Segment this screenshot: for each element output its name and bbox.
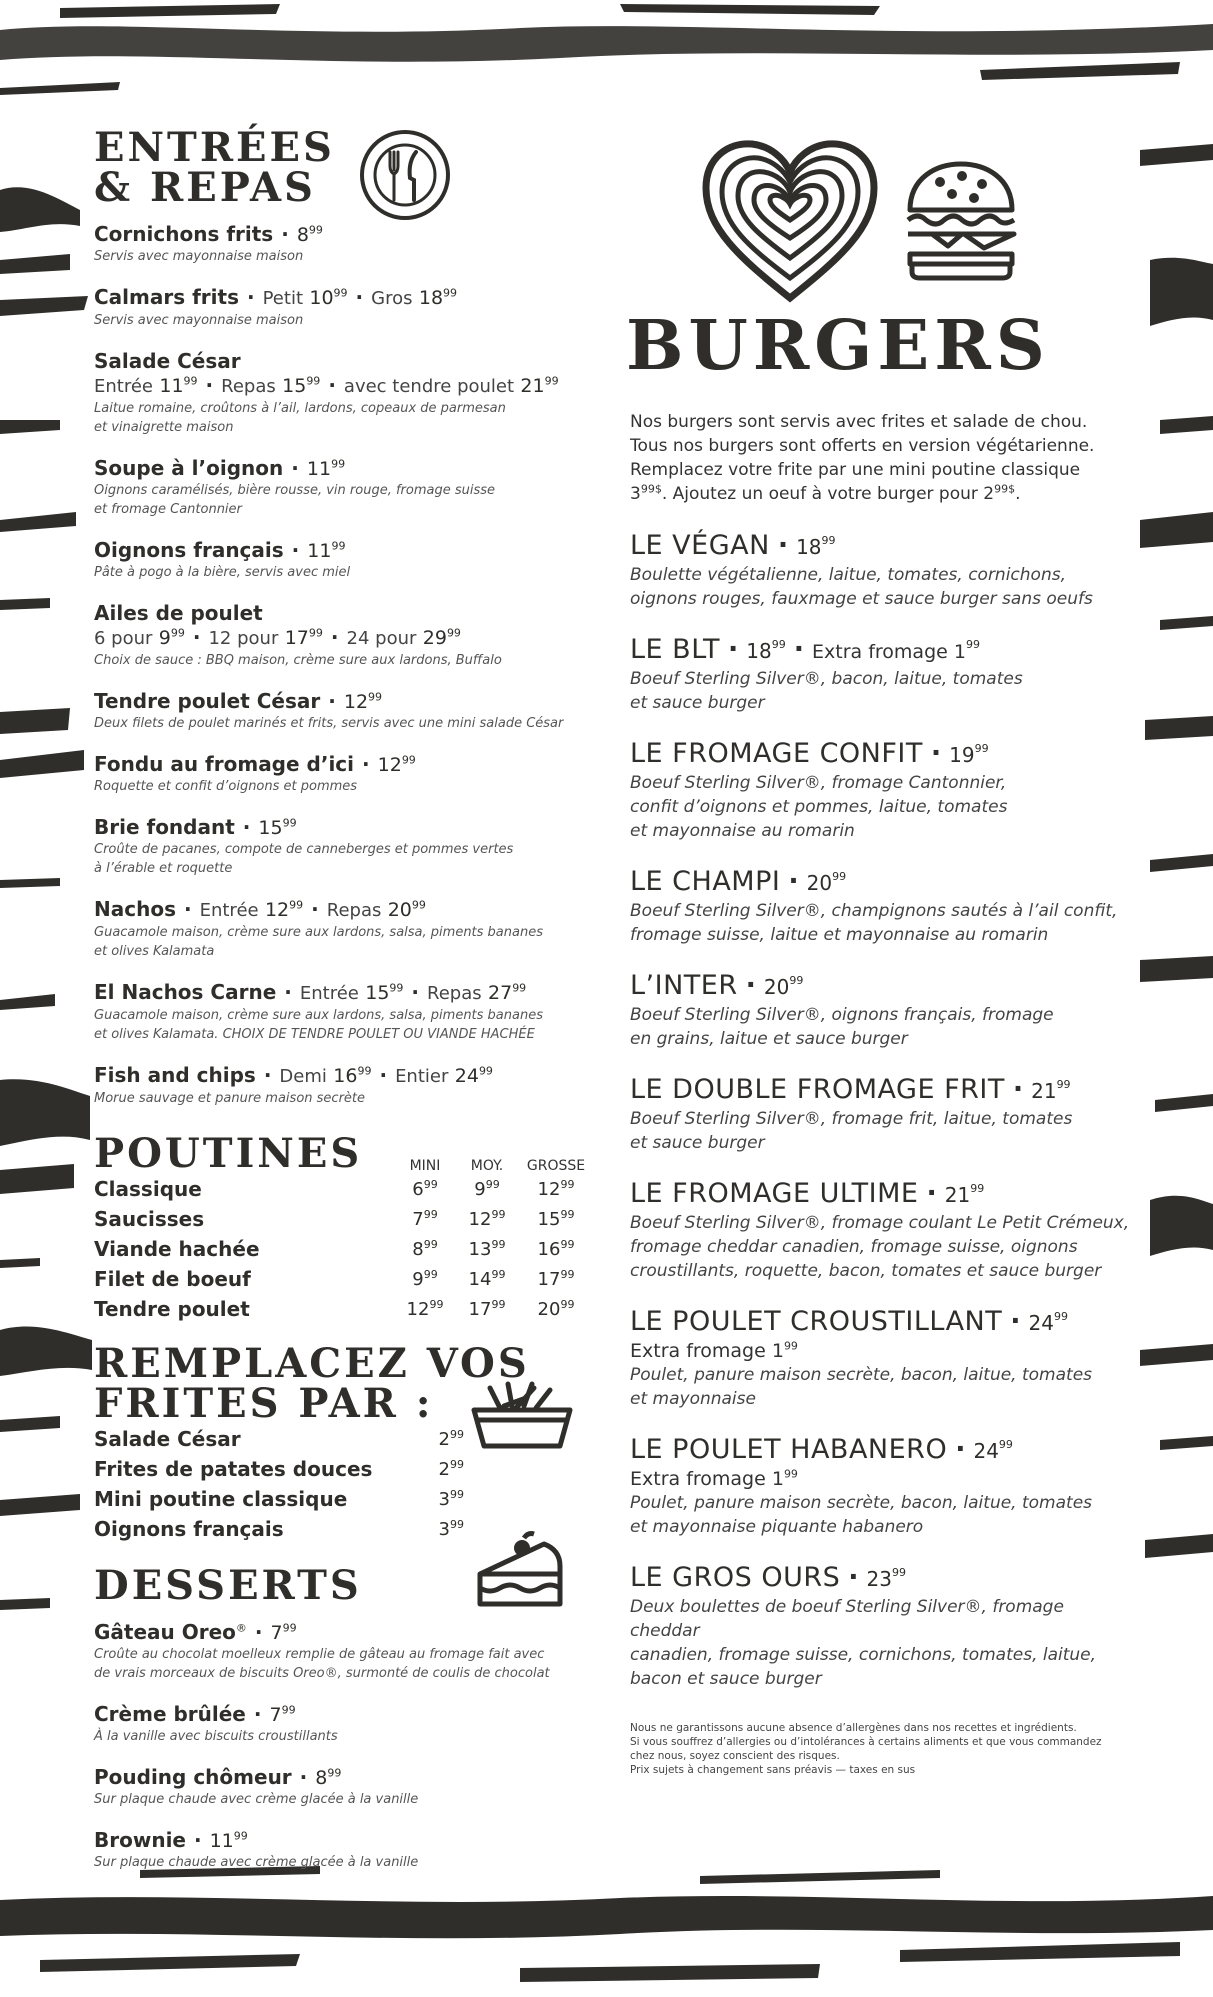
desserts-title: DESSERTS bbox=[94, 1562, 362, 1609]
burger-price: 21 bbox=[1031, 1079, 1057, 1103]
burger-item: LE VÉGAN · $18^{99}$ Boulette végétalienne, laitue, tomates, cornichons, oignons rouges, fauxmage et sauce burger sans oeufs bbox=[630, 530, 1130, 611]
menu-item: Brie fondant · $15^{99}$ Croûte de pacanes, compote de canneberges et pommes vertes à l’érable et roquette bbox=[94, 815, 594, 878]
item-price: 11 bbox=[209, 1830, 234, 1852]
item-price-cents: 99 bbox=[389, 981, 404, 995]
price-grosse: 20 bbox=[537, 1298, 561, 1320]
item-description: Guacamole maison, crème sure aux lardons, salsa, piments bananes bbox=[94, 925, 543, 940]
item-price: 7 bbox=[270, 1622, 283, 1644]
item-description: Choix de sauce : BBQ maison, crème sure aux lardons, Buffalo bbox=[94, 653, 502, 668]
table-row bbox=[94, 1454, 464, 1484]
table-row bbox=[94, 1484, 464, 1514]
poutines-title: POUTINES bbox=[94, 1130, 363, 1177]
poutine-name: Classique bbox=[94, 1177, 202, 1201]
option-price: 2 bbox=[438, 1428, 450, 1450]
registered-mark: ® bbox=[235, 1621, 247, 1635]
price-grosse: 16 bbox=[537, 1238, 561, 1260]
burger-description: fromage suisse, laitue et mayonnaise au romarin bbox=[630, 925, 1049, 945]
burger-price-cents: 99 bbox=[970, 1182, 985, 1195]
burger-item: LE BLT · $18^{99}$ · Extra fromage $1^{99}$ Boeuf Sterling Silver®, bacon, laitue, tomates et sauce burger bbox=[630, 634, 1130, 715]
burger-description: et sauce burger bbox=[630, 693, 765, 713]
table-row bbox=[94, 1294, 594, 1324]
item-option: Entier bbox=[395, 1066, 449, 1087]
item-name: Oignons français bbox=[94, 538, 284, 562]
burger-price: 18 bbox=[746, 639, 772, 663]
item-option: Entrée bbox=[199, 900, 259, 921]
burger-extra: Extra fromage 1 bbox=[812, 641, 966, 663]
item-description: Croûte au chocolat moelleux remplie de gâteau au fromage fait avec bbox=[94, 1647, 545, 1662]
burger-price-cents: 99 bbox=[832, 870, 847, 883]
item-price: 7 bbox=[269, 1704, 282, 1726]
burger-price-cents: 99 bbox=[891, 1566, 906, 1579]
price-moy: 9 bbox=[474, 1178, 486, 1200]
disclaimer-line: chez nous, soyez conscient des risques. bbox=[630, 1750, 840, 1762]
item-name: Soupe à l’oignon bbox=[94, 456, 284, 480]
menu-item: El Nachos Carne · Entrée $15^{99}$ · Repas $27^{99}$ Guacamole maison, crème sure aux lardons, salsa, piments bananes et olives Kalamata. CHOIX DE TENDRE POULET OU VIANDE HACHÉE bbox=[94, 980, 594, 1044]
item-option: Entrée bbox=[94, 376, 153, 397]
table-row bbox=[94, 1204, 594, 1234]
intro-text: . bbox=[1015, 484, 1021, 504]
burger-name: L’INTER bbox=[630, 970, 738, 1001]
burger-price-cents: 99 bbox=[821, 534, 836, 547]
burgers-title: BURGERS bbox=[626, 306, 1050, 386]
item-option: Demi bbox=[279, 1066, 327, 1087]
intro-line: Tous nos burgers sont offerts en version végétarienne. bbox=[630, 436, 1095, 456]
item-option: Entrée bbox=[299, 983, 359, 1004]
item-price: 12 bbox=[343, 691, 369, 713]
price-cents: 99 bbox=[423, 1237, 438, 1251]
item-description: Sur plaque chaude avec crème glacée à la vanille bbox=[94, 1855, 419, 1870]
burger-item: LE FROMAGE CONFIT · $19^{99}$ Boeuf Sterling Silver®, fromage Cantonnier, confit d’oignons et pommes, laitue, tomates et mayonnaise au romarin bbox=[630, 738, 1130, 843]
item-option: avec tendre poulet bbox=[343, 376, 515, 397]
burger-description: bacon et sauce burger bbox=[630, 1669, 822, 1689]
intro-line: Remplacez votre frite par une mini poutine classique bbox=[630, 460, 1081, 480]
item-price-cents: 99 bbox=[446, 626, 461, 640]
item-price-cents: 99 bbox=[170, 626, 185, 640]
option-name: Oignons français bbox=[94, 1517, 284, 1541]
burger-description: Boeuf Sterling Silver®, bacon, laitue, tomates bbox=[630, 669, 1023, 689]
item-price: 11 bbox=[306, 458, 332, 480]
burger-extra-cents: 99 bbox=[783, 1339, 798, 1353]
menu-item: Gâteau Oreo® · $7^{99}$ Croûte au chocolat moelleux remplie de gâteau au fromage fait avec de vrais morceaux de biscuits Oreo®, surmonté de coulis de chocolat bbox=[94, 1620, 594, 1683]
table-row bbox=[94, 1424, 464, 1454]
poutines-section bbox=[94, 1130, 594, 1324]
burger-price: 20 bbox=[763, 975, 790, 999]
table-row bbox=[94, 1264, 594, 1294]
item-option: 6 pour bbox=[94, 628, 153, 649]
burger-description: croustillants, roquette, bacon, tomates et sauce burger bbox=[630, 1261, 1102, 1281]
burger-price: 23 bbox=[866, 1567, 892, 1591]
col-mini: MINI bbox=[409, 1158, 441, 1174]
item-price-cents: 99 bbox=[306, 374, 321, 388]
price-moy: 17 bbox=[468, 1298, 492, 1320]
menu-item: Ailes de poulet 6 pour $9^{99} \cdot 12$ pour $17^{99} \cdot 24$ pour $29^{99}$ Choix de sauce : BBQ maison, crème sure aux lardons, Buffalo bbox=[94, 601, 594, 670]
burger-price-cents: 99 bbox=[1056, 1078, 1071, 1091]
item-name: Brownie bbox=[94, 1828, 186, 1852]
price-mini: 9 bbox=[412, 1268, 424, 1290]
burger-name: LE CHAMPI bbox=[630, 866, 781, 897]
poutine-name: Tendre poulet bbox=[94, 1297, 250, 1321]
disclaimer-line: Nous ne garantissons aucune absence d’allergènes dans nos recettes et ingrédients. bbox=[630, 1722, 1077, 1734]
price-grosse: 12 bbox=[537, 1178, 561, 1200]
item-name: Crème brûlée bbox=[94, 1702, 246, 1726]
burger-price: 18 bbox=[796, 535, 822, 559]
option-price-cents: 99 bbox=[450, 1517, 464, 1531]
option-price-cents: 99 bbox=[450, 1487, 464, 1501]
price-grosse: 17 bbox=[537, 1268, 561, 1290]
item-price: 24 bbox=[454, 1065, 479, 1087]
price-cents: 99 bbox=[491, 1237, 506, 1251]
poutine-name: Filet de boeuf bbox=[94, 1267, 251, 1291]
item-name: Ailes de poulet bbox=[94, 601, 263, 625]
price-cents: 99 bbox=[560, 1237, 575, 1251]
item-description: et vinaigrette maison bbox=[94, 420, 234, 435]
item-price: 17 bbox=[284, 627, 309, 649]
remplacez-title-line2: FRITES PAR : bbox=[94, 1380, 434, 1427]
burger-extra-cents: 99 bbox=[783, 1467, 798, 1481]
left-column bbox=[94, 124, 594, 1891]
burger-item: LE GROS OURS · $23^{99}$ Deux boulettes de boeuf Sterling Silver®, fromage cheddar canadien, fromage suisse, cornichons, tomates, laitue, bacon et sauce burger bbox=[630, 1562, 1130, 1691]
menu-item: Tendre poulet César · $12^{99}$ Deux filets de poulet marinés et frits, servis avec une mini salade César bbox=[94, 689, 594, 733]
table-row bbox=[94, 1174, 594, 1204]
burger-price: 21 bbox=[944, 1183, 971, 1207]
item-price: 10 bbox=[309, 287, 334, 309]
option-price: 3 bbox=[438, 1518, 450, 1540]
burger-price-cents: 99 bbox=[998, 1438, 1013, 1451]
item-description: Guacamole maison, crème sure aux lardons, salsa, piments bananes bbox=[94, 1008, 543, 1023]
item-description: Laitue romaine, croûtons à l’ail, lardons, copeaux de parmesan bbox=[94, 401, 506, 416]
price-cents: 99 bbox=[491, 1207, 506, 1221]
price-moy: 12 bbox=[468, 1208, 492, 1230]
item-price: 20 bbox=[387, 899, 412, 921]
disclaimer-line: Prix sujets à changement sans préavis — taxes en sus bbox=[630, 1764, 916, 1776]
item-price: 16 bbox=[333, 1065, 358, 1087]
burger-name: LE POULET HABANERO bbox=[630, 1434, 948, 1465]
burger-description: Deux boulettes de boeuf Sterling Silver®, fromage cheddar bbox=[630, 1597, 1064, 1641]
table-row bbox=[94, 1514, 464, 1544]
col-grosse: GROSSE bbox=[526, 1158, 586, 1174]
item-price: 11 bbox=[159, 375, 184, 397]
poutine-name: Saucisses bbox=[94, 1207, 205, 1231]
item-price: 27 bbox=[488, 982, 513, 1004]
item-price: 18 bbox=[418, 287, 444, 309]
price-cents: 99 bbox=[423, 1267, 438, 1281]
item-option: Repas bbox=[427, 983, 482, 1004]
item-description: Oignons caramélisés, bière rousse, vin rouge, fromage suisse bbox=[94, 483, 496, 498]
allergen-disclaimer bbox=[630, 1721, 1130, 1777]
price-moy: 13 bbox=[468, 1238, 492, 1260]
option-price: 2 bbox=[438, 1458, 450, 1480]
desserts-section bbox=[94, 1562, 594, 1872]
item-name: Fish and chips bbox=[94, 1063, 256, 1087]
burger-description: oignons rouges, fauxmage et sauce burger sans oeufs bbox=[630, 589, 1093, 609]
item-price-cents: 99 bbox=[183, 374, 198, 388]
burger-description: Poulet, panure maison secrète, bacon, laitue, tomates bbox=[630, 1365, 1093, 1385]
disclaimer-line: Si vous souffrez d’allergies ou d’intolérances à certains aliments et que vous commandez bbox=[630, 1736, 1102, 1748]
price-moy: 14 bbox=[468, 1268, 492, 1290]
item-price: 15 bbox=[258, 817, 283, 839]
item-option: 12 pour bbox=[208, 628, 279, 649]
item-description: Deux filets de poulet marinés et frits, servis avec une mini salade César bbox=[94, 716, 564, 731]
item-price-cents: 99 bbox=[512, 981, 527, 995]
item-description: à l’érable et roquette bbox=[94, 861, 233, 876]
option-price-cents: 99 bbox=[450, 1427, 464, 1441]
burger-price: 24 bbox=[1028, 1311, 1054, 1335]
price-cents: 99 bbox=[560, 1267, 575, 1281]
item-name: Brie fondant bbox=[94, 815, 235, 839]
burger-extra: Extra fromage 1 bbox=[630, 1340, 784, 1362]
intro-price: 3 bbox=[630, 484, 641, 504]
burger-description: Poulet, panure maison secrète, bacon, laitue, tomates bbox=[630, 1493, 1093, 1513]
col-moy: MOY. bbox=[470, 1158, 504, 1174]
item-option: Repas bbox=[221, 376, 276, 397]
menu-item: Calmars frits · Petit $10^{99}$ · Gros $18^{99}$ Servis avec mayonnaise maison bbox=[94, 285, 594, 330]
item-price: 11 bbox=[307, 540, 332, 562]
burger-description: Boeuf Sterling Silver®, champignons sautés à l’ail confit, bbox=[630, 901, 1118, 921]
remplacez-title-line1: REMPLACEZ VOS bbox=[94, 1340, 530, 1387]
remplacez-table bbox=[94, 1424, 464, 1544]
item-price-cents: 99 bbox=[333, 286, 348, 300]
item-name: Salade César bbox=[94, 349, 241, 373]
burger-price: 20 bbox=[806, 871, 833, 895]
item-price: 12 bbox=[377, 754, 402, 776]
item-price: 29 bbox=[422, 627, 447, 649]
menu-item: Cornichons frits · $8^{99}$ Servis avec mayonnaise maison bbox=[94, 222, 594, 266]
burger-extra-cents: 99 bbox=[965, 638, 980, 651]
table-row bbox=[94, 1234, 594, 1264]
item-description: Sur plaque chaude avec crème glacée à la vanille bbox=[94, 1792, 419, 1807]
item-price-cents: 99 bbox=[331, 539, 346, 553]
burger-description: et mayonnaise au romarin bbox=[630, 821, 855, 841]
item-description: et olives Kalamata bbox=[94, 944, 215, 959]
item-price: 15 bbox=[282, 375, 307, 397]
item-name: Tendre poulet César bbox=[94, 689, 321, 713]
price-cents: 99 bbox=[485, 1177, 500, 1191]
intro-price-cents: 99$ bbox=[640, 482, 662, 496]
item-name: El Nachos Carne bbox=[94, 980, 277, 1004]
option-name: Salade César bbox=[94, 1427, 241, 1451]
option-price-cents: 99 bbox=[450, 1457, 464, 1471]
price-mini: 7 bbox=[412, 1208, 424, 1230]
item-description: Croûte de pacanes, compote de canneberges et pommes vertes bbox=[94, 842, 514, 857]
burger-name: LE POULET CROUSTILLANT bbox=[630, 1306, 1003, 1337]
burgers-intro bbox=[630, 410, 1130, 506]
item-description: Servis avec mayonnaise maison bbox=[94, 249, 304, 264]
item-name: Fondu au fromage d’ici bbox=[94, 752, 355, 776]
poutine-name: Viande hachée bbox=[94, 1237, 260, 1261]
item-price: 21 bbox=[520, 375, 545, 397]
item-name: Cornichons frits bbox=[94, 222, 274, 246]
burger-description: et mayonnaise bbox=[630, 1389, 756, 1409]
burger-item: LE POULET CROUSTILLANT · $24^{99}$ Extra fromage $1^{99}$ Poulet, panure maison secrète, bacon, laitue, tomates et mayonnaise bbox=[630, 1306, 1130, 1411]
burger-description: Boulette végétalienne, laitue, tomates, cornichons, bbox=[630, 565, 1066, 585]
item-price-cents: 99 bbox=[281, 1703, 296, 1717]
item-price-cents: 99 bbox=[327, 1766, 342, 1780]
price-grosse: 15 bbox=[537, 1208, 561, 1230]
price-cents: 99 bbox=[560, 1207, 575, 1221]
item-description: Morue sauvage et panure maison secrète bbox=[94, 1091, 366, 1106]
item-price-cents: 99 bbox=[357, 1064, 372, 1078]
item-price: 8 bbox=[315, 1767, 328, 1789]
burger-description: et sauce burger bbox=[630, 1133, 765, 1153]
burger-item: LE POULET HABANERO · $24^{99}$ Extra fromage $1^{99}$ Poulet, panure maison secrète, bacon, laitue, tomates et mayonnaise piquante habanero bbox=[630, 1434, 1130, 1539]
item-price: 15 bbox=[365, 982, 390, 1004]
option-price: 3 bbox=[438, 1488, 450, 1510]
item-name: Gâteau Oreo bbox=[94, 1620, 236, 1644]
burger-price: 24 bbox=[973, 1439, 999, 1463]
entrees-title-line2: & REPAS bbox=[94, 164, 316, 211]
item-price-cents: 99 bbox=[544, 374, 559, 388]
burger-name: LE FROMAGE ULTIME bbox=[630, 1178, 919, 1209]
burger-item: L’INTER · $20^{99}$ Boeuf Sterling Silver®, oignons français, fromage en grains, laitue et sauce burger bbox=[630, 970, 1130, 1051]
burger-description: Boeuf Sterling Silver®, fromage coulant Le Petit Crémeux, bbox=[630, 1213, 1130, 1233]
burger-price-cents: 99 bbox=[771, 638, 786, 651]
item-option: Repas bbox=[326, 900, 382, 921]
burger-price-cents: 99 bbox=[789, 974, 804, 987]
item-price-cents: 99 bbox=[233, 1829, 248, 1843]
burger-description: Boeuf Sterling Silver®, fromage frit, laitue, tomates bbox=[630, 1109, 1073, 1129]
item-price: 9 bbox=[158, 627, 171, 649]
item-price-cents: 99 bbox=[282, 1621, 297, 1635]
burger-name: LE BLT bbox=[630, 634, 721, 665]
item-description: Servis avec mayonnaise maison bbox=[94, 313, 304, 328]
menu-item: Salade César Entrée $11^{99}$ · Repas $15^{99}$ · avec tendre poulet $21^{99}$ Laitue romaine, croûtons à l’ail, lardons, copeaux de parmesan et vinaigrette maison bbox=[94, 349, 594, 437]
remplacez-section bbox=[94, 1340, 594, 1544]
right-column bbox=[626, 128, 1130, 1777]
item-price-cents: 99 bbox=[443, 286, 458, 300]
burger-item: LE DOUBLE FROMAGE FRIT · $21^{99}$ Boeuf Sterling Silver®, fromage frit, laitue, tomates et sauce burger bbox=[630, 1074, 1130, 1155]
burger-item: LE CHAMPI · $20^{99}$ Boeuf Sterling Silver®, champignons sautés à l’ail confit, fromage suisse, laitue et mayonnaise au romarin bbox=[630, 866, 1130, 947]
item-price-cents: 99 bbox=[282, 816, 297, 830]
item-description: et olives Kalamata. CHOIX DE TENDRE POULET OU VIANDE HACHÉE bbox=[94, 1027, 535, 1042]
burger-description: fromage cheddar canadien, fromage suisse, oignons bbox=[630, 1237, 1078, 1257]
price-cents: 99 bbox=[423, 1177, 438, 1191]
item-price-cents: 99 bbox=[368, 690, 383, 704]
item-price-cents: 99 bbox=[401, 753, 416, 767]
price-cents: 99 bbox=[560, 1177, 575, 1191]
menu-item: Soupe à l’oignon · $11^{99}$ Oignons caramélisés, bière rousse, vin rouge, fromage suisse et fromage Cantonnier bbox=[94, 456, 594, 519]
burger-price-cents: 99 bbox=[1053, 1310, 1068, 1323]
burger-price: 19 bbox=[949, 743, 975, 767]
burger-item: LE FROMAGE ULTIME · $21^{99}$ Boeuf Sterling Silver®, fromage coulant Le Petit Crémeux, fromage cheddar canadien, fromage suisse, oignons croustillants, roquette, bacon, tomates et sauce burger bbox=[630, 1178, 1130, 1281]
poutines-table bbox=[94, 1130, 594, 1324]
intro-price-cents: 99$ bbox=[994, 482, 1016, 496]
item-price-cents: 99 bbox=[308, 223, 323, 237]
item-description: À la vanille avec biscuits croustillants bbox=[94, 1729, 338, 1744]
menu-item: Fondu au fromage d’ici · $12^{99}$ Roquette et confit d’oignons et pommes bbox=[94, 752, 594, 796]
menu-item: Pouding chômeur · $8^{99}$ Sur plaque chaude avec crème glacée à la vanille bbox=[94, 1765, 594, 1809]
item-price-cents: 99 bbox=[411, 898, 426, 912]
item-name: Pouding chômeur bbox=[94, 1765, 292, 1789]
menu-item: Oignons français · $11^{99}$ Pâte à pogo à la bière, servis avec miel bbox=[94, 538, 594, 582]
menu-item: Brownie · $11^{99}$ Sur plaque chaude avec crème glacée à la vanille bbox=[94, 1828, 594, 1872]
burger-description: Boeuf Sterling Silver®, oignons français, fromage bbox=[630, 1005, 1054, 1025]
entrees-title-line1: ENTRÉES bbox=[94, 124, 335, 171]
burger-description: canadien, fromage suisse, cornichons, tomates, laitue, bbox=[630, 1645, 1097, 1665]
item-description: Pâte à pogo à la bière, servis avec miel bbox=[94, 565, 351, 580]
item-option: Gros bbox=[371, 288, 413, 309]
price-cents: 99 bbox=[429, 1297, 444, 1311]
burger-description: Boeuf Sterling Silver®, fromage Cantonnier, bbox=[630, 773, 1007, 793]
intro-text: . Ajoutez un oeuf à votre burger pour 2 bbox=[661, 484, 995, 504]
item-price-cents: 99 bbox=[331, 457, 346, 471]
burger-extra: Extra fromage 1 bbox=[630, 1468, 784, 1490]
burger-name: LE GROS OURS bbox=[630, 1562, 841, 1593]
burger-name: LE VÉGAN bbox=[630, 530, 770, 561]
item-option: Petit bbox=[262, 288, 303, 309]
item-description: de vrais morceaux de biscuits Oreo®, surmonté de coulis de chocolat bbox=[94, 1666, 550, 1681]
burger-name: LE FROMAGE CONFIT bbox=[630, 738, 923, 769]
item-price: 8 bbox=[296, 224, 309, 246]
item-price: 12 bbox=[264, 899, 290, 921]
price-cents: 99 bbox=[423, 1207, 438, 1221]
item-price-cents: 99 bbox=[289, 898, 304, 912]
price-mini: 8 bbox=[412, 1238, 424, 1260]
burger-name: LE DOUBLE FROMAGE FRIT bbox=[630, 1074, 1005, 1105]
menu-item: Crème brûlée · $7^{99}$ À la vanille avec biscuits croustillants bbox=[94, 1702, 594, 1746]
item-price-cents: 99 bbox=[478, 1064, 493, 1078]
burger-price-cents: 99 bbox=[974, 742, 989, 755]
price-mini: 12 bbox=[406, 1298, 430, 1320]
burger-description: en grains, laitue et sauce burger bbox=[630, 1029, 908, 1049]
option-name: Frites de patates douces bbox=[94, 1457, 373, 1481]
item-description: Roquette et confit d’oignons et pommes bbox=[94, 779, 358, 794]
menu-item: Nachos · Entrée $12^{99}$ · Repas $20^{99}$ Guacamole maison, crème sure aux lardons, salsa, piments bananes et olives Kalamata bbox=[94, 897, 594, 961]
price-cents: 99 bbox=[560, 1297, 575, 1311]
item-option: 24 pour bbox=[346, 628, 417, 649]
intro-line bbox=[630, 482, 1130, 506]
price-cents: 99 bbox=[491, 1297, 506, 1311]
item-description: et fromage Cantonnier bbox=[94, 502, 242, 517]
item-name: Nachos bbox=[94, 897, 176, 921]
burger-description: et mayonnaise piquante habanero bbox=[630, 1517, 924, 1537]
item-name: Calmars frits bbox=[94, 285, 239, 309]
burger-description: confit d’oignons et pommes, laitue, tomates bbox=[630, 797, 1008, 817]
option-name: Mini poutine classique bbox=[94, 1487, 348, 1511]
menu-item: Fish and chips · Demi $16^{99}$ · Entier $24^{99}$ Morue sauvage et panure maison secrète bbox=[94, 1063, 594, 1108]
price-mini: 6 bbox=[412, 1178, 424, 1200]
intro-line: Nos burgers sont servis avec frites et salade de chou. bbox=[630, 412, 1088, 432]
price-cents: 99 bbox=[491, 1267, 506, 1281]
entrees-title bbox=[94, 124, 594, 211]
item-price-cents: 99 bbox=[308, 626, 323, 640]
